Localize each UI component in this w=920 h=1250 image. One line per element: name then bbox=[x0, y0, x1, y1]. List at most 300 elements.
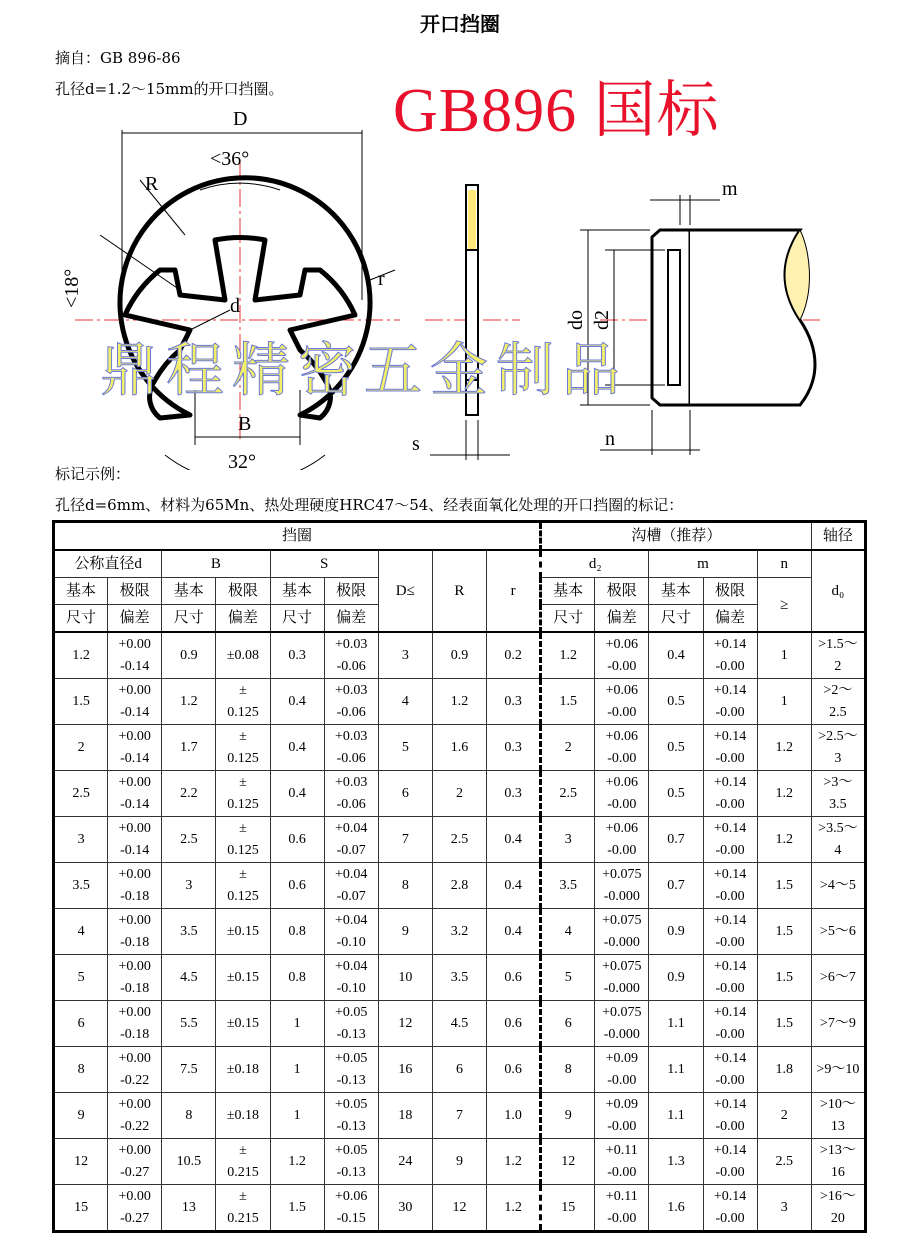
cell-line: >10～ bbox=[819, 1096, 856, 1112]
cell-line: +0.03 bbox=[334, 728, 368, 744]
cell-m-tol bbox=[703, 1093, 757, 1139]
cell-line: -0.000 bbox=[603, 1026, 640, 1042]
cell-line: -0.00 bbox=[715, 1072, 745, 1088]
cell-B-tol bbox=[216, 1047, 270, 1093]
cell-line: >9～10 bbox=[816, 1061, 860, 1077]
cell-line: -0.00 bbox=[715, 658, 745, 674]
cell-d2: 5 bbox=[541, 955, 595, 1001]
table-row bbox=[54, 679, 866, 725]
cell-d2: 9 bbox=[541, 1093, 595, 1139]
cell-m: 0.7 bbox=[649, 817, 703, 863]
cell-line: -0.18 bbox=[120, 1026, 150, 1042]
cell-d2-tol bbox=[595, 679, 649, 725]
e-ring-front-view bbox=[120, 178, 370, 418]
label-r: r bbox=[378, 268, 385, 290]
cell-S-tol bbox=[324, 1093, 378, 1139]
table-row bbox=[54, 1093, 866, 1139]
cell-line: -0.00 bbox=[607, 658, 637, 674]
cell-B: 3 bbox=[162, 863, 216, 909]
cell-d2: 2.5 bbox=[541, 771, 595, 817]
cell-m: 1.6 bbox=[649, 1185, 703, 1232]
cell-R: 9 bbox=[432, 1139, 486, 1185]
scope-text: 孔径d=1.2～15mm的开口挡圈。 bbox=[55, 80, 284, 98]
cell-R: 2.8 bbox=[432, 863, 486, 909]
cell-line: -0.22 bbox=[120, 1072, 150, 1088]
header-limit: 极限 bbox=[216, 578, 270, 605]
cell-line: +0.14 bbox=[713, 912, 747, 928]
cell-d2-tol bbox=[595, 725, 649, 771]
cell-r: 1.0 bbox=[487, 1093, 541, 1139]
header-limit: 极限 bbox=[324, 578, 378, 605]
header-size: 尺寸 bbox=[162, 605, 216, 633]
cell-R: 1.6 bbox=[432, 725, 486, 771]
cell-line: +0.00 bbox=[118, 820, 151, 836]
table-row bbox=[54, 771, 866, 817]
header-n-min: ≥ bbox=[757, 578, 811, 633]
cell-line: +0.14 bbox=[713, 1004, 747, 1020]
cell-n: 2.5 bbox=[757, 1139, 811, 1185]
cell-line: 2 bbox=[834, 658, 842, 674]
cell-line: +0.04 bbox=[334, 820, 368, 836]
cell-m-tol bbox=[703, 1047, 757, 1093]
label-B: B bbox=[238, 413, 252, 435]
cell-line: +0.14 bbox=[713, 866, 747, 882]
table-row bbox=[54, 725, 866, 771]
page-title: 开口挡圈 bbox=[420, 12, 500, 36]
cell-B-tol bbox=[216, 771, 270, 817]
cell-S: 0.4 bbox=[270, 771, 324, 817]
cell-d0 bbox=[811, 817, 865, 863]
cell-d2-tol bbox=[595, 771, 649, 817]
cell-m-tol bbox=[703, 863, 757, 909]
cell-line: -0.00 bbox=[715, 842, 745, 858]
cell-S: 1 bbox=[270, 1047, 324, 1093]
cell-S-tol bbox=[324, 863, 378, 909]
cell-line: >7～9 bbox=[819, 1015, 856, 1031]
cell-d-tol bbox=[108, 1139, 162, 1185]
cell-B-tol bbox=[216, 632, 270, 679]
cell-d-tol bbox=[108, 1001, 162, 1047]
cell-D: 6 bbox=[378, 771, 432, 817]
cell-line: +0.00 bbox=[118, 1096, 151, 1112]
cell-line: ± bbox=[239, 866, 247, 882]
cell-S: 1.2 bbox=[270, 1139, 324, 1185]
cell-m: 1.3 bbox=[649, 1139, 703, 1185]
cell-d-tol bbox=[108, 955, 162, 1001]
label-n: n bbox=[605, 428, 615, 450]
label-s: s bbox=[412, 433, 420, 455]
cell-line: -0.14 bbox=[120, 658, 150, 674]
header-groove: 沟槽（推荐） bbox=[541, 522, 812, 551]
cell-B: 3.5 bbox=[162, 909, 216, 955]
cell-line: +0.00 bbox=[118, 912, 151, 928]
cell-line: ± bbox=[239, 1142, 247, 1158]
cell-line: +0.14 bbox=[713, 1142, 747, 1158]
cell-line: -0.07 bbox=[336, 842, 366, 858]
cell-R: 7 bbox=[432, 1093, 486, 1139]
marking-example-text: 孔径d=6mm、材料为65Mn、热处理硬度HRC47～54、经表面氧化处理的开口挡圈的标记： bbox=[55, 496, 684, 514]
cell-D: 9 bbox=[378, 909, 432, 955]
cell-line: ± bbox=[239, 1188, 247, 1204]
cell-line: 3 bbox=[834, 750, 842, 766]
cell-m-tol bbox=[703, 632, 757, 679]
cell-line: +0.09 bbox=[605, 1050, 639, 1066]
cell-line: 4 bbox=[834, 842, 842, 858]
cell-d: 1.2 bbox=[54, 632, 108, 679]
cell-m-tol bbox=[703, 771, 757, 817]
header-B: B bbox=[162, 550, 270, 578]
table-row bbox=[54, 817, 866, 863]
header-basic: 基本 bbox=[649, 578, 703, 605]
standard-badge: GB896 国标 bbox=[393, 77, 720, 145]
cell-d2-tol bbox=[595, 1001, 649, 1047]
cell-n: 1.8 bbox=[757, 1047, 811, 1093]
cell-d2: 1.2 bbox=[541, 632, 595, 679]
cell-line: -0.00 bbox=[607, 704, 637, 720]
cell-B: 4.5 bbox=[162, 955, 216, 1001]
cell-line: >3.5～ bbox=[818, 820, 858, 836]
header-d2: d₂ bbox=[541, 550, 649, 578]
cell-S: 0.8 bbox=[270, 909, 324, 955]
cell-line: +0.06 bbox=[334, 1188, 368, 1204]
cell-S-tol bbox=[324, 1047, 378, 1093]
cell-S: 1 bbox=[270, 1001, 324, 1047]
cell-line: +0.075 bbox=[602, 1004, 642, 1020]
cell-m: 0.5 bbox=[649, 725, 703, 771]
cell-line: +0.075 bbox=[602, 958, 642, 974]
cell-m: 0.9 bbox=[649, 955, 703, 1001]
table-row bbox=[54, 1047, 866, 1093]
cell-B: 5.5 bbox=[162, 1001, 216, 1047]
cell-d2-tol bbox=[595, 1185, 649, 1232]
header-ring: 挡圈 bbox=[54, 522, 541, 551]
cell-line: -0.00 bbox=[715, 980, 745, 996]
cell-line: +0.09 bbox=[605, 1096, 639, 1112]
cell-line: ± bbox=[239, 774, 247, 790]
cell-S-tol bbox=[324, 817, 378, 863]
cell-m: 0.5 bbox=[649, 771, 703, 817]
cell-r: 0.6 bbox=[487, 955, 541, 1001]
cell-line: +0.06 bbox=[605, 820, 639, 836]
cell-S-tol bbox=[324, 725, 378, 771]
cell-line: +0.00 bbox=[118, 866, 151, 882]
cell-line: 13 bbox=[830, 1118, 845, 1134]
cell-d-tol bbox=[108, 771, 162, 817]
cell-line: >16～ bbox=[819, 1188, 856, 1204]
cell-m: 1.1 bbox=[649, 1001, 703, 1047]
cell-d-tol bbox=[108, 679, 162, 725]
cell-line: -0.14 bbox=[120, 704, 150, 720]
cell-m-tol bbox=[703, 679, 757, 725]
cell-line: 2.5 bbox=[829, 704, 847, 720]
header-deviation: 偏差 bbox=[108, 605, 162, 633]
header-size: 尺寸 bbox=[541, 605, 595, 633]
cell-B-tol bbox=[216, 955, 270, 1001]
cell-D: 16 bbox=[378, 1047, 432, 1093]
cell-line: +0.14 bbox=[713, 728, 747, 744]
cell-D: 7 bbox=[378, 817, 432, 863]
table-row bbox=[54, 1185, 866, 1232]
cell-line: >2～ bbox=[823, 682, 853, 698]
cell-line: +0.00 bbox=[118, 1050, 151, 1066]
cell-line: +0.03 bbox=[334, 774, 368, 790]
cell-B-tol bbox=[216, 909, 270, 955]
cell-d2: 4 bbox=[541, 909, 595, 955]
cell-line: -0.00 bbox=[607, 1210, 637, 1226]
cell-S: 0.6 bbox=[270, 863, 324, 909]
cell-S-tol bbox=[324, 771, 378, 817]
cell-R: 12 bbox=[432, 1185, 486, 1232]
cell-line: >4～5 bbox=[819, 877, 856, 893]
cell-d: 3.5 bbox=[54, 863, 108, 909]
cell-line: +0.04 bbox=[334, 866, 368, 882]
cell-d-tol bbox=[108, 725, 162, 771]
cell-line: +0.04 bbox=[334, 912, 368, 928]
cell-line: 0.215 bbox=[227, 1164, 259, 1180]
cell-line: +0.14 bbox=[713, 1096, 747, 1112]
cell-d: 1.5 bbox=[54, 679, 108, 725]
cell-d2-tol bbox=[595, 955, 649, 1001]
cell-B: 7.5 bbox=[162, 1047, 216, 1093]
cell-line: -0.22 bbox=[120, 1118, 150, 1134]
cell-d: 12 bbox=[54, 1139, 108, 1185]
cell-d-tol bbox=[108, 632, 162, 679]
cell-d: 15 bbox=[54, 1185, 108, 1232]
cell-line: ±0.15 bbox=[226, 969, 260, 985]
header-deviation: 偏差 bbox=[703, 605, 757, 633]
cell-r: 1.2 bbox=[487, 1139, 541, 1185]
cell-d-tol bbox=[108, 863, 162, 909]
header-deviation: 偏差 bbox=[216, 605, 270, 633]
cell-d0 bbox=[811, 771, 865, 817]
cell-line: +0.05 bbox=[334, 1096, 368, 1112]
cell-line: -0.18 bbox=[120, 980, 150, 996]
cell-S-tol bbox=[324, 1001, 378, 1047]
cell-m: 0.4 bbox=[649, 632, 703, 679]
cell-line: 0.125 bbox=[227, 796, 259, 812]
cell-B: 2.5 bbox=[162, 817, 216, 863]
ring-side-view bbox=[466, 185, 478, 415]
cell-R: 6 bbox=[432, 1047, 486, 1093]
cell-n: 1.2 bbox=[757, 725, 811, 771]
cell-line: +0.14 bbox=[713, 820, 747, 836]
marking-example-label: 标记示例： bbox=[55, 465, 131, 483]
cell-line: -0.00 bbox=[607, 796, 637, 812]
header-deviation: 偏差 bbox=[595, 605, 649, 633]
cell-m-tol bbox=[703, 909, 757, 955]
cell-line: -0.00 bbox=[607, 1164, 637, 1180]
cell-n: 2 bbox=[757, 1093, 811, 1139]
cell-d0 bbox=[811, 679, 865, 725]
cell-S-tol bbox=[324, 909, 378, 955]
cell-line: +0.14 bbox=[713, 636, 747, 652]
cell-B-tol bbox=[216, 679, 270, 725]
cell-d: 3 bbox=[54, 817, 108, 863]
cell-r: 0.3 bbox=[487, 679, 541, 725]
cell-line: >3～ bbox=[823, 774, 853, 790]
cell-line: +0.00 bbox=[118, 1004, 151, 1020]
cell-line: -0.00 bbox=[607, 1118, 637, 1134]
cell-line: -0.07 bbox=[336, 888, 366, 904]
header-size: 尺寸 bbox=[270, 605, 324, 633]
cell-line: -0.00 bbox=[715, 1164, 745, 1180]
cell-line: -0.06 bbox=[336, 750, 366, 766]
cell-line: -0.00 bbox=[715, 934, 745, 950]
cell-n: 1.2 bbox=[757, 817, 811, 863]
cell-line: -0.15 bbox=[336, 1210, 366, 1226]
label-angle-36: <36° bbox=[210, 148, 250, 170]
cell-line: +0.00 bbox=[118, 682, 151, 698]
cell-line: +0.075 bbox=[602, 912, 642, 928]
cell-S-tol bbox=[324, 955, 378, 1001]
header-shaft: 轴径 bbox=[811, 522, 865, 551]
label-D: D bbox=[233, 108, 248, 130]
cell-line: +0.14 bbox=[713, 774, 747, 790]
cell-d-tol bbox=[108, 1185, 162, 1232]
cell-S-tol bbox=[324, 1185, 378, 1232]
cell-r: 0.4 bbox=[487, 863, 541, 909]
cell-line: -0.13 bbox=[336, 1072, 366, 1088]
cell-D: 3 bbox=[378, 632, 432, 679]
cell-D: 12 bbox=[378, 1001, 432, 1047]
cell-n: 3 bbox=[757, 1185, 811, 1232]
cell-line: 0.125 bbox=[227, 704, 259, 720]
header-d0: d₀ bbox=[811, 550, 865, 632]
cell-S-tol bbox=[324, 1139, 378, 1185]
cell-D: 24 bbox=[378, 1139, 432, 1185]
technical-drawing bbox=[0, 100, 920, 470]
table-row bbox=[54, 909, 866, 955]
cell-line: +0.11 bbox=[605, 1188, 638, 1204]
header-m: m bbox=[649, 550, 757, 578]
cell-m-tol bbox=[703, 1185, 757, 1232]
cell-d: 6 bbox=[54, 1001, 108, 1047]
header-limit: 极限 bbox=[108, 578, 162, 605]
cell-d: 9 bbox=[54, 1093, 108, 1139]
cell-n: 1.5 bbox=[757, 863, 811, 909]
cell-r: 1.2 bbox=[487, 1185, 541, 1232]
cell-d0 bbox=[811, 863, 865, 909]
cell-r: 0.4 bbox=[487, 817, 541, 863]
cell-line: -0.000 bbox=[603, 888, 640, 904]
cell-d0 bbox=[811, 725, 865, 771]
cell-line: >6～7 bbox=[819, 969, 856, 985]
cell-line: -0.14 bbox=[120, 796, 150, 812]
cell-line: -0.06 bbox=[336, 704, 366, 720]
cell-m: 0.7 bbox=[649, 863, 703, 909]
cell-line: +0.03 bbox=[334, 636, 368, 652]
cell-B-tol bbox=[216, 725, 270, 771]
cell-d2-tol bbox=[595, 817, 649, 863]
cell-d2: 3 bbox=[541, 817, 595, 863]
cell-line: 0.125 bbox=[227, 750, 259, 766]
cell-line: >2.5～ bbox=[818, 728, 858, 744]
cell-line: ± bbox=[239, 728, 247, 744]
cell-line: >13～ bbox=[819, 1142, 856, 1158]
cell-B-tol bbox=[216, 1139, 270, 1185]
cell-line: ±0.18 bbox=[226, 1107, 260, 1123]
cell-line: -0.00 bbox=[715, 888, 745, 904]
cell-line: +0.04 bbox=[334, 958, 368, 974]
cell-m: 1.1 bbox=[649, 1093, 703, 1139]
cell-d0 bbox=[811, 632, 865, 679]
watermark: 鼎程精密五金制品 bbox=[100, 336, 629, 404]
label-R: R bbox=[145, 173, 159, 195]
cell-d2: 15 bbox=[541, 1185, 595, 1232]
cell-n: 1 bbox=[757, 679, 811, 725]
table-row bbox=[54, 1139, 866, 1185]
cell-S: 0.4 bbox=[270, 679, 324, 725]
table-row bbox=[54, 632, 866, 679]
cell-d: 4 bbox=[54, 909, 108, 955]
cell-line: -0.10 bbox=[336, 980, 366, 996]
cell-line: +0.11 bbox=[605, 1142, 638, 1158]
header-limit: 极限 bbox=[703, 578, 757, 605]
shaft-groove-view bbox=[652, 230, 815, 405]
cell-n: 1.5 bbox=[757, 1001, 811, 1047]
cell-S: 0.6 bbox=[270, 817, 324, 863]
cell-m-tol bbox=[703, 1001, 757, 1047]
cell-line: ±0.15 bbox=[226, 1015, 260, 1031]
cell-r: 0.2 bbox=[487, 632, 541, 679]
cell-d2: 6 bbox=[541, 1001, 595, 1047]
cell-d0 bbox=[811, 1047, 865, 1093]
cell-B-tol bbox=[216, 1185, 270, 1232]
cell-m: 0.9 bbox=[649, 909, 703, 955]
cell-D: 5 bbox=[378, 725, 432, 771]
cell-B: 13 bbox=[162, 1185, 216, 1232]
cell-line: +0.00 bbox=[118, 958, 151, 974]
cell-line: -0.27 bbox=[120, 1210, 150, 1226]
table-row bbox=[54, 955, 866, 1001]
cell-line: -0.27 bbox=[120, 1164, 150, 1180]
cell-d2: 8 bbox=[541, 1047, 595, 1093]
cell-d2-tol bbox=[595, 1047, 649, 1093]
cell-d2: 3.5 bbox=[541, 863, 595, 909]
cell-line: +0.05 bbox=[334, 1142, 368, 1158]
cell-n: 1.5 bbox=[757, 955, 811, 1001]
table-row bbox=[54, 863, 866, 909]
cell-line: +0.03 bbox=[334, 682, 368, 698]
cell-r: 0.3 bbox=[487, 771, 541, 817]
label-m: m bbox=[722, 178, 738, 200]
cell-line: -0.06 bbox=[336, 658, 366, 674]
label-d: d bbox=[230, 295, 240, 317]
cell-S: 0.4 bbox=[270, 725, 324, 771]
cell-line: -0.00 bbox=[715, 1210, 745, 1226]
cell-line: -0.00 bbox=[607, 1072, 637, 1088]
cell-line: -0.00 bbox=[715, 1118, 745, 1134]
cell-line: ± bbox=[239, 820, 247, 836]
cell-d0 bbox=[811, 1001, 865, 1047]
cell-line: >1.5～ bbox=[818, 636, 858, 652]
cell-line: +0.14 bbox=[713, 1188, 747, 1204]
header-basic: 基本 bbox=[54, 578, 108, 605]
cell-B: 1.2 bbox=[162, 679, 216, 725]
cell-B: 1.7 bbox=[162, 725, 216, 771]
cell-S-tol bbox=[324, 632, 378, 679]
cell-n: 1 bbox=[757, 632, 811, 679]
cell-line: -0.13 bbox=[336, 1118, 366, 1134]
header-n: n bbox=[757, 550, 811, 578]
cell-B: 0.9 bbox=[162, 632, 216, 679]
cell-d2-tol bbox=[595, 1093, 649, 1139]
cell-n: 1.2 bbox=[757, 771, 811, 817]
cell-d0 bbox=[811, 1093, 865, 1139]
cell-D: 30 bbox=[378, 1185, 432, 1232]
cell-D: 8 bbox=[378, 863, 432, 909]
cell-R: 3.5 bbox=[432, 955, 486, 1001]
